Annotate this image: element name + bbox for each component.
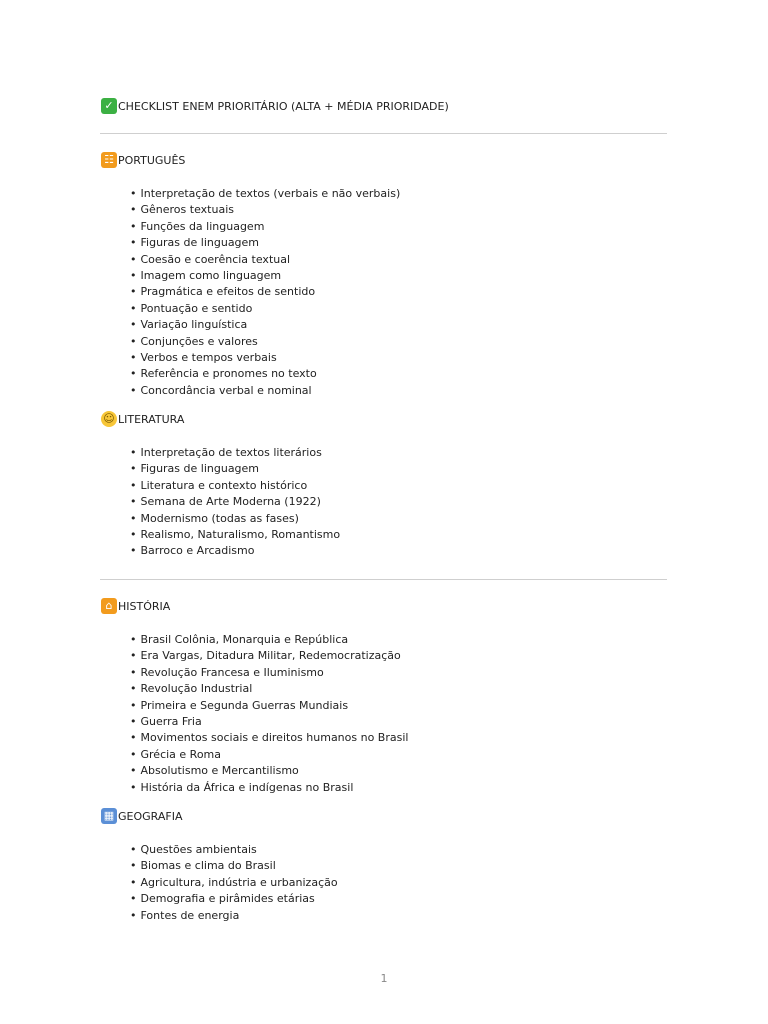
list-item: • Verbos e tempos verbais <box>130 350 277 364</box>
list-item: • Interpretação de textos (verbais e não verbais) <box>130 187 401 200</box>
list-item: • Pragmática e efeitos de sentido <box>130 285 316 299</box>
section-heading-geografia <box>101 808 182 824</box>
section-list-literatura <box>130 445 340 560</box>
list-item: • Gêneros textuais <box>130 203 234 217</box>
list-item: • História da África e indígenas no Brasil <box>130 780 354 794</box>
list-item: • Demografia e pirâmides etárias <box>130 892 315 906</box>
list-item: • Agricultura, indústria e urbanização <box>130 875 338 889</box>
list-item: • Guerra Fria <box>130 714 202 728</box>
list-item: • Funções da linguagem <box>130 219 265 233</box>
book-icon: ☷ <box>101 152 117 168</box>
list-item: • Biomas e clima do Brasil <box>130 859 276 873</box>
section-heading-historia <box>101 598 170 614</box>
list-item: • Modernismo (todas as fases) <box>130 511 299 525</box>
list-item: • Absolutismo e Mercantilismo <box>130 764 299 778</box>
list-item: • Coesão e coerência textual <box>130 252 291 266</box>
section-heading-text: PORTUGUÊS <box>118 153 186 167</box>
list-item: • Interpretação de textos literários <box>130 446 322 459</box>
list-item: • Figuras de linguagem <box>130 236 260 250</box>
list-item: • Concordância verbal e nominal <box>130 383 312 397</box>
divider <box>100 133 667 134</box>
list-item: • Revolução Industrial <box>130 682 253 696</box>
list-item: • Brasil Colônia, Monarquia e República <box>130 633 349 646</box>
page-number: 1 <box>380 972 388 985</box>
map-icon: ▦ <box>101 808 117 824</box>
section-list-geografia <box>130 842 338 924</box>
section-list-historia <box>130 632 408 796</box>
list-item: • Realismo, Naturalismo, Romantismo <box>130 527 341 541</box>
document-title <box>101 98 449 114</box>
museum-icon: ⌂ <box>101 598 117 614</box>
list-item: • Conjunções e valores <box>130 334 258 348</box>
list-item: • Semana de Arte Moderna (1922) <box>130 495 321 509</box>
list-item: • Revolução Francesa e Iluminismo <box>130 665 324 679</box>
list-item: • Variação linguística <box>130 318 248 332</box>
section-heading-literatura <box>101 411 184 427</box>
list-item: • Figuras de linguagem <box>130 462 260 476</box>
list-item: • Primeira e Segunda Guerras Mundiais <box>130 698 349 712</box>
list-item: • Pontuação e sentido <box>130 301 253 315</box>
section-heading-text: GEOGRAFIA <box>118 809 183 823</box>
list-item: • Questões ambientais <box>130 843 257 856</box>
list-item: • Imagem como linguagem <box>130 268 282 282</box>
list-item: • Literatura e contexto histórico <box>130 478 308 492</box>
list-item: • Movimentos sociais e direitos humanos no Brasil <box>130 731 409 745</box>
section-heading-text: LITERATURA <box>118 412 185 426</box>
section-heading-portugues <box>101 152 185 168</box>
document-title-text: CHECKLIST ENEM PRIORITÁRIO (ALTA + MÉDIA PRIORIDADE) <box>118 99 449 113</box>
list-item: • Grécia e Roma <box>130 747 222 761</box>
list-item: • Barroco e Arcadismo <box>130 544 255 558</box>
list-item: • Era Vargas, Ditadura Militar, Redemocratização <box>130 649 401 663</box>
check-mark-icon: ✓ <box>101 98 117 114</box>
section-heading-text: HISTÓRIA <box>118 599 171 613</box>
divider <box>100 579 667 580</box>
section-list-portugues <box>130 186 400 399</box>
theater-face-icon: ☺ <box>101 411 117 427</box>
list-item: • Fontes de energia <box>130 908 240 922</box>
list-item: • Referência e pronomes no texto <box>130 367 317 381</box>
